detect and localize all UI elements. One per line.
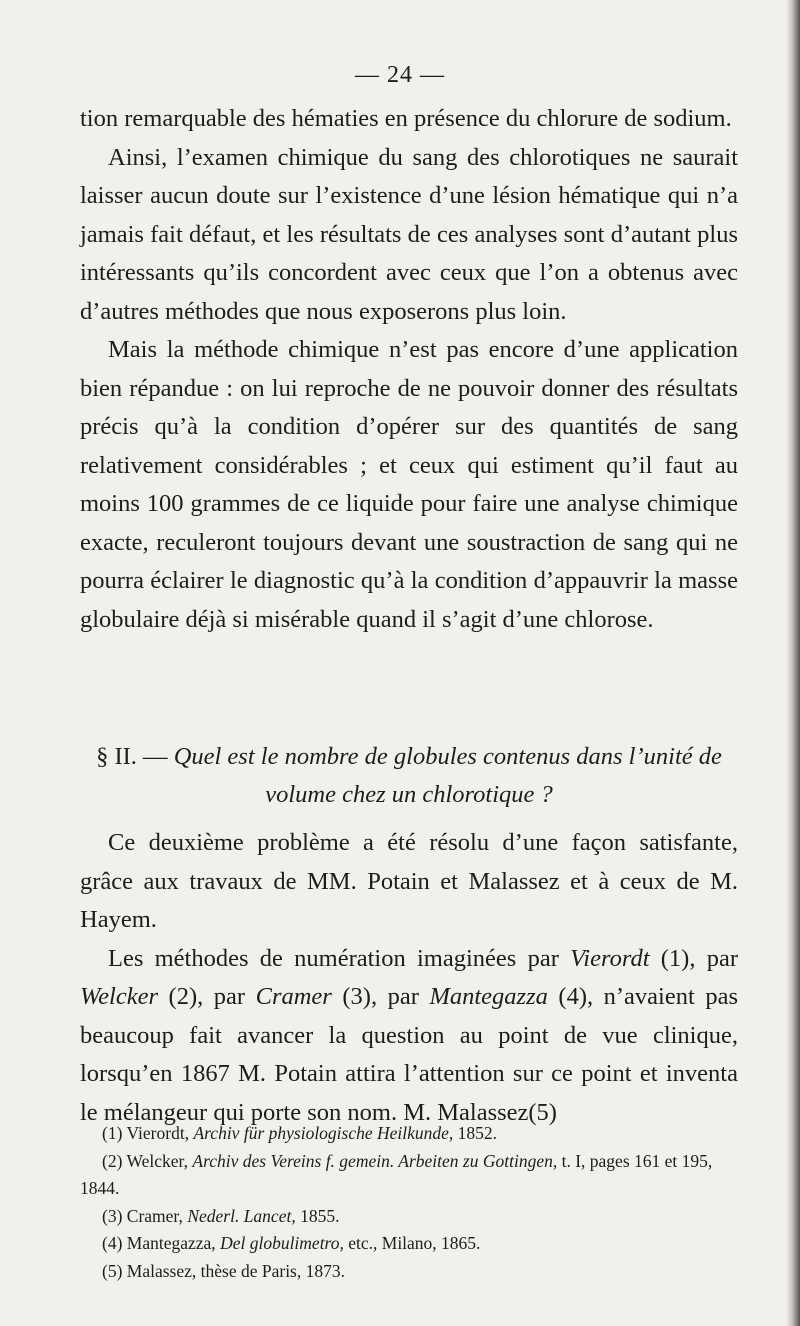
paragraph-deuxieme-probleme: Ce deuxième problème a été résolu d’une façon satisfante, grâce aux travaux de MM. Potain et Malassez et à ceux de M. Hayem. xyxy=(80,829,738,933)
author-name-vierordt: Vierordt xyxy=(570,944,650,972)
paragraph-examen-chimique: Ainsi, l’examen chimique du sang des chlorotiques ne saurait laisser aucun doute sur l’existence d’une lésion hématique qui n’a jamais fait défaut, et les résultats de ces analyses sont d’autant plus intéressants qu’ils concordent avec ceux que l’on a obtenus avec d’autres méthodes que nous exposerons plus loin. xyxy=(80,143,738,325)
footnotes-block xyxy=(80,1120,738,1285)
main-text-block xyxy=(80,100,738,639)
footnote-text: 1852. xyxy=(453,1123,498,1143)
page-number-header: — 24 — xyxy=(355,62,445,88)
footnote-title: Archiv für physiologische Heilkunde, xyxy=(193,1123,454,1143)
section-heading xyxy=(80,738,738,814)
footnote-title: Archiv des Vereins f. gemein. Arbeiten zu Gottingen, xyxy=(192,1150,558,1171)
footnote-2 xyxy=(80,1148,738,1203)
footnote-title: Nederl. Lancet, xyxy=(187,1205,296,1226)
author-name-welcker: Welcker xyxy=(80,983,158,1010)
footnote-text: (5) Malassez, thèse de Paris, 1873. xyxy=(102,1260,345,1281)
section-prefix: § II. — xyxy=(96,743,168,770)
footnote-text: (1) Vierordt, xyxy=(102,1123,194,1143)
footnote-text: etc., Milano, 1865. xyxy=(343,1233,481,1253)
footnote-3 xyxy=(80,1203,738,1231)
footnote-1 xyxy=(80,1120,738,1148)
paragraph-continuation: tion remarquable des hématies en présence du chlorure de sodium. xyxy=(80,105,732,132)
text-run: (4), n’avaient pas beaucoup fait avancer la question au point de vue clinique, lorsqu’en 1867 M. Potain attira l’attention sur ce point et inventa le mélangeur qui porte son nom. M. Malassez(5) xyxy=(80,983,738,1126)
footnote-5 xyxy=(80,1258,738,1286)
author-name-cramer: Cramer xyxy=(255,983,332,1010)
second-text-block xyxy=(80,824,738,1132)
footnote-text: t. I, pages 161 et 195, 1844. xyxy=(80,1150,713,1198)
page-edge-shadow xyxy=(786,0,800,1326)
section-title-text: Quel est le nombre de globules contenus dans l’unité de volume chez un chlorotique ? xyxy=(173,743,722,808)
footnote-text: (4) Mantegazza, xyxy=(102,1233,221,1253)
text-run: (3), par xyxy=(331,983,430,1010)
footnote-text: 1855. xyxy=(295,1205,340,1226)
author-name-mantegazza: Mantegazza xyxy=(429,983,548,1010)
footnote-title: Del globulimetro, xyxy=(220,1233,344,1253)
paragraph-methode-chimique: Mais la méthode chimique n’est pas encore d’une application bien répandue : on lui reproche de ne pouvoir donner des résultats précis qu’à la condition d’opérer sur des quantités de sang relativement considérables ; et ceux qui estiment qu’il faut au moins 100 grammes de ce liquide pour faire une analyse chimique exacte, reculeront toujours devant une soustraction de sang qui ne pourra éclairer le diagnostic qu’à la condition d’appauvrir la masse globulaire déjà si misérable quand il s’agit d’une chlorose. xyxy=(80,336,738,633)
footnote-4 xyxy=(80,1230,738,1258)
footnote-text: (3) Cramer, xyxy=(102,1205,188,1226)
text-run: (2), par xyxy=(158,983,256,1010)
text-run: (1), par xyxy=(649,944,738,972)
footnote-text: (2) Welcker, xyxy=(102,1150,193,1171)
text-run: Les méthodes de numération imaginées par xyxy=(108,944,571,972)
paragraph-methodes-numeration xyxy=(80,940,738,1133)
